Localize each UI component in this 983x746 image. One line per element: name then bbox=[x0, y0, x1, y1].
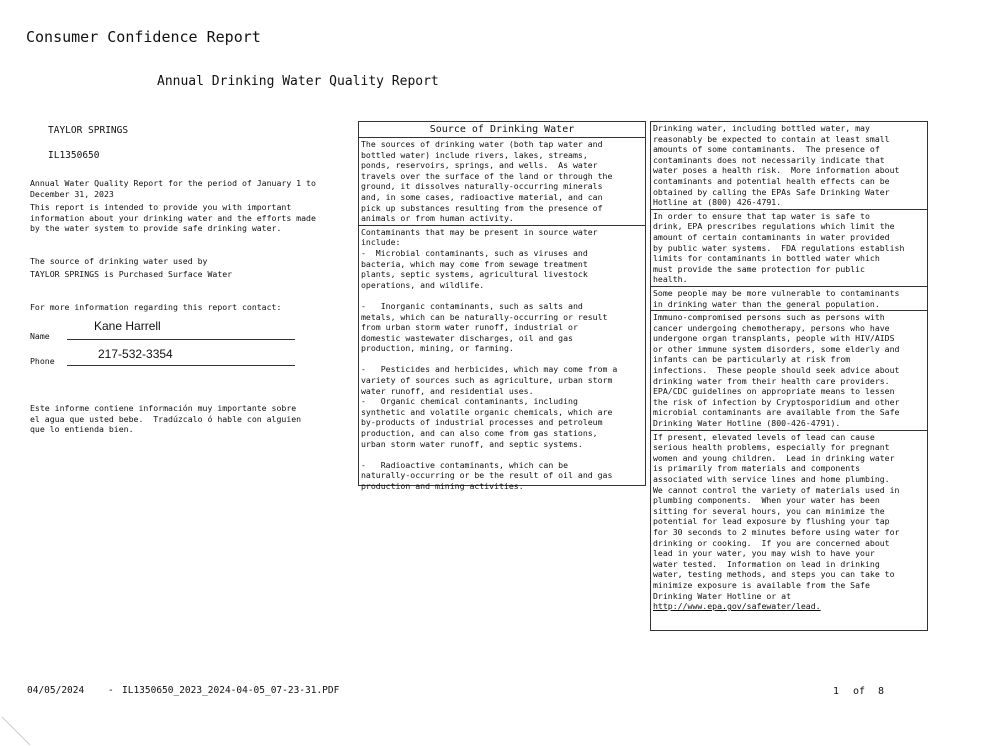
footer-date: 04/05/2024 bbox=[27, 685, 85, 696]
doc-title: Consumer Confidence Report bbox=[26, 28, 261, 46]
report-period: Annual Water Quality Report for the period of January 1 to December 31, 2023 bbox=[30, 178, 316, 199]
system-name: TAYLOR SPRINGS bbox=[48, 125, 129, 136]
lead-text: If present, elevated levels of lead can cause serious health problems, especially for pregnant women and young children. Lead in drinking water is primarily from materials and components associated with service lines and home plumbing. We cannot control the variety of materials used in plumbing components. When your water has been sitting for several hours, you can minimize the potential for lead exposure by flushing your tap for 30 seconds to 2 minutes before using water for drinking or cooking. If you are concerned about lead in your water, you may wish to have your water tested. Information on lead in drinking water, testing methods, and steps you can take to minimize exposure is available from the Safe Drinking Water Hotline or at bbox=[653, 431, 900, 601]
footer-separator: - bbox=[108, 685, 114, 696]
health-info-box bbox=[650, 121, 928, 631]
report-intent: This report is intended to provide you with important information about your drinking water and the efforts made by the water system to provide safe drinking water. bbox=[30, 202, 316, 234]
contaminants-paragraph: Contaminants that may be present in source water include: - Microbial contaminants, such as viruses and bacteria, which may come from sewage treatment plants, septic systems, agricultural livestock operations, and wildlife. - Inorganic contaminants, such as salts and metals, which can be naturally-occurring or result from urban storm water runoff, industrial or domestic wastewater discharges, oil and gas production, mining, or farming. - Pesticides and herbicides, which may come from a variety of sources such as agriculture, urban storm water runoff, and residential uses. - Organic chemical contaminants, including synthetic and volatile organic chemicals, which are by-products of industrial processes and petroleum production, and can also come from gas stations, urban storm water runoff, and septic systems. - Radioactive contaminants, which can be naturally-occurring or be the result of oil and gas production and mining activities. bbox=[359, 225, 645, 493]
name-value: Kane Harrell bbox=[94, 319, 161, 333]
bottled-water-paragraph: Drinking water, including bottled water, may reasonably be expected to contain at least small amounts of some contaminants. The presence of contaminants does not necessarily indicate that water poses a health risk. More information about contaminants and potential health effects can be obtained by calling the EPAs Safe Drinking Water Hotline at (800) 426-4791. bbox=[653, 123, 900, 208]
source-of-drinking-water-box bbox=[358, 121, 646, 491]
vulnerable-populations-paragraph: Some people may be more vulnerable to contaminants in drinking water than the general population. bbox=[651, 286, 927, 310]
immuno-compromised-paragraph: Immuno-compromised persons such as persons with cancer undergoing chemotherapy, persons who have undergone organ transplants, people with HIV/AIDS or other immune system disorders, some elderly and infants can be particularly at risk from infections. These people should seek advice about drinking water from their health care providers. EPA/CDC guidelines on appropriate means to lessen the risk of infection by Cryptosporidium and other microbial contaminants are available from the Safe Drinking Water Hotline (800-426-4791). bbox=[651, 310, 927, 430]
page-total: 8 bbox=[878, 686, 885, 697]
lead-paragraph bbox=[651, 430, 927, 613]
source-intro: The source of drinking water used by bbox=[30, 256, 208, 266]
epa-regulations-paragraph: In order to ensure that tap water is safe to drink, EPA prescribes regulations which limit the amount of certain contaminants in water provided by public water systems. FDA regulations establish limits for contaminants in bottled water which must provide the same protection for public health. bbox=[651, 209, 927, 286]
source-statement: TAYLOR SPRINGS is Purchased Surface Water bbox=[30, 269, 233, 279]
spanish-notice: Este informe contiene información muy importante sobre el agua que usted bebe. Tradúzcalo ó hable con alguien que lo entienda bien. bbox=[30, 403, 302, 435]
sources-paragraph: The sources of drinking water (both tap water and bottled water) include rivers, lakes, streams, ponds, reservoirs, springs, and wells. As water travels over the surface of the land or through the ground, it dissolves naturally-occurring minerals and, in some cases, radioactive material, and can pick up substances resulting from the presence of animals or from human activity. bbox=[359, 137, 645, 225]
epa-lead-link[interactable]: http://www.epa.gov/safewater/lead. bbox=[653, 601, 821, 612]
phone-field[interactable] bbox=[67, 347, 295, 366]
system-id: IL1350650 bbox=[48, 150, 100, 161]
box-title: Source of Drinking Water bbox=[429, 124, 575, 135]
phone-label: Phone bbox=[30, 356, 55, 366]
name-label: Name bbox=[30, 331, 50, 341]
page-of: of bbox=[853, 686, 866, 697]
scan-artifact-line bbox=[0, 715, 40, 746]
report-title: Annual Drinking Water Quality Report bbox=[157, 74, 439, 89]
name-field[interactable] bbox=[67, 319, 295, 340]
page-number: 1 bbox=[833, 686, 840, 697]
footer-filename: IL1350650_2023_2024-04-05_07-23-31.PDF bbox=[122, 685, 340, 696]
contact-intro: For more information regarding this report contact: bbox=[30, 302, 282, 312]
phone-value: 217-532-3354 bbox=[98, 347, 173, 361]
